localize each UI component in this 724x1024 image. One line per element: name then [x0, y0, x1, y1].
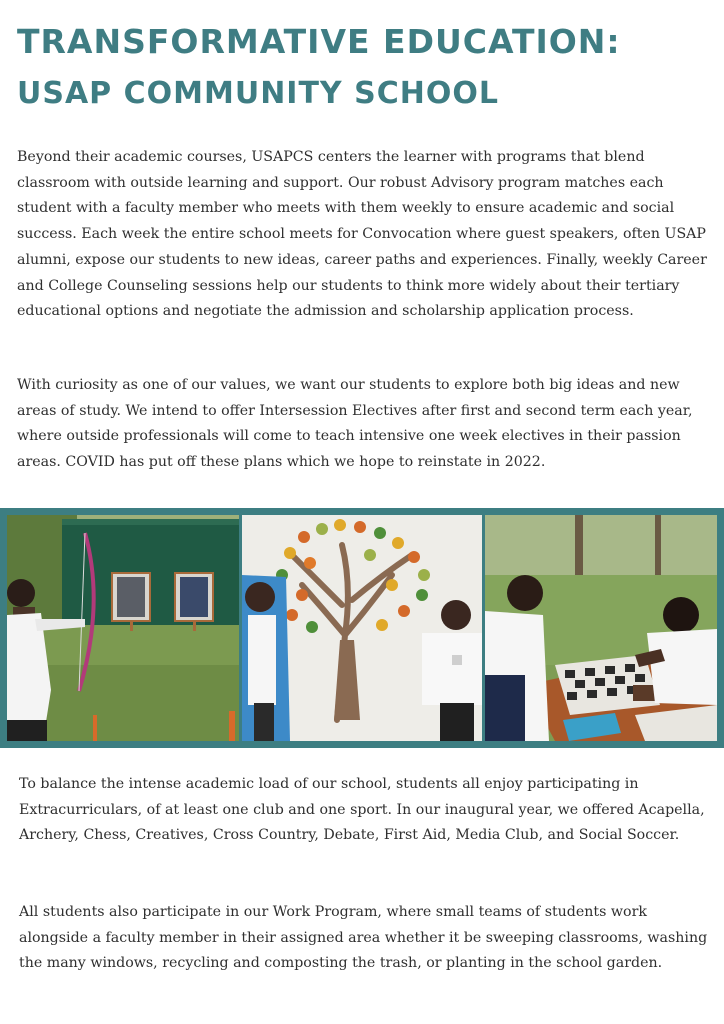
chess-photo	[485, 515, 717, 741]
archery-photo	[7, 515, 239, 741]
tree-mural-photo	[242, 515, 482, 741]
curiosity-paragraph: With curiosity as one of our values, we want our students to explore both big ideas and new areas of study. We intend to offer Intersession Electives after first and second term each year, where outside professionals will come to teach intensive one week electives in their passion areas. COVID has put off these plans which we hope to reinstate in 2022.	[17, 377, 693, 471]
intro-paragraph: Beyond their academic courses, USAPCS centers the learner with programs that blend classroom with outside learning and support. Our robust Advisory program matches each student with a faculty member who meets with them weekly to ensure academic and social success. Each week the entire school meets for Convocation where guest speakers, often USAP alumni, expose our students to new ideas, career paths and experiences. Finally, weekly Career and College Counseling sessions help our students to think more widely about their tertiary educational options and negotiate the admission and scholarship application process.	[17, 149, 707, 320]
chess-illustration	[485, 515, 717, 741]
archery-illustration	[7, 515, 239, 741]
work-program-paragraph: All students also participate in our Work Program, where small teams of students work alongside a faculty member in their assigned area whether it be sweeping classrooms, washing the many windows, recycling and composting the trash, or planting in the school garden.	[19, 904, 708, 972]
tree-mural-illustration	[242, 515, 482, 741]
extracurriculars-paragraph: To balance the intense academic load of our school, students all enjoy participating in Extracurriculars, of at least one club and one sport. In our inaugural year, we offered Acapella, Archery, Chess, Creatives, Cross Country, Debate, First Aid, Media Club, and Social Soccer.	[19, 776, 705, 844]
page-subtitle: USAP COMMUNITY SCHOOL	[17, 76, 499, 111]
photo-strip	[0, 508, 724, 748]
page-title: TRANSFORMATIVE EDUCATION:	[17, 22, 621, 61]
